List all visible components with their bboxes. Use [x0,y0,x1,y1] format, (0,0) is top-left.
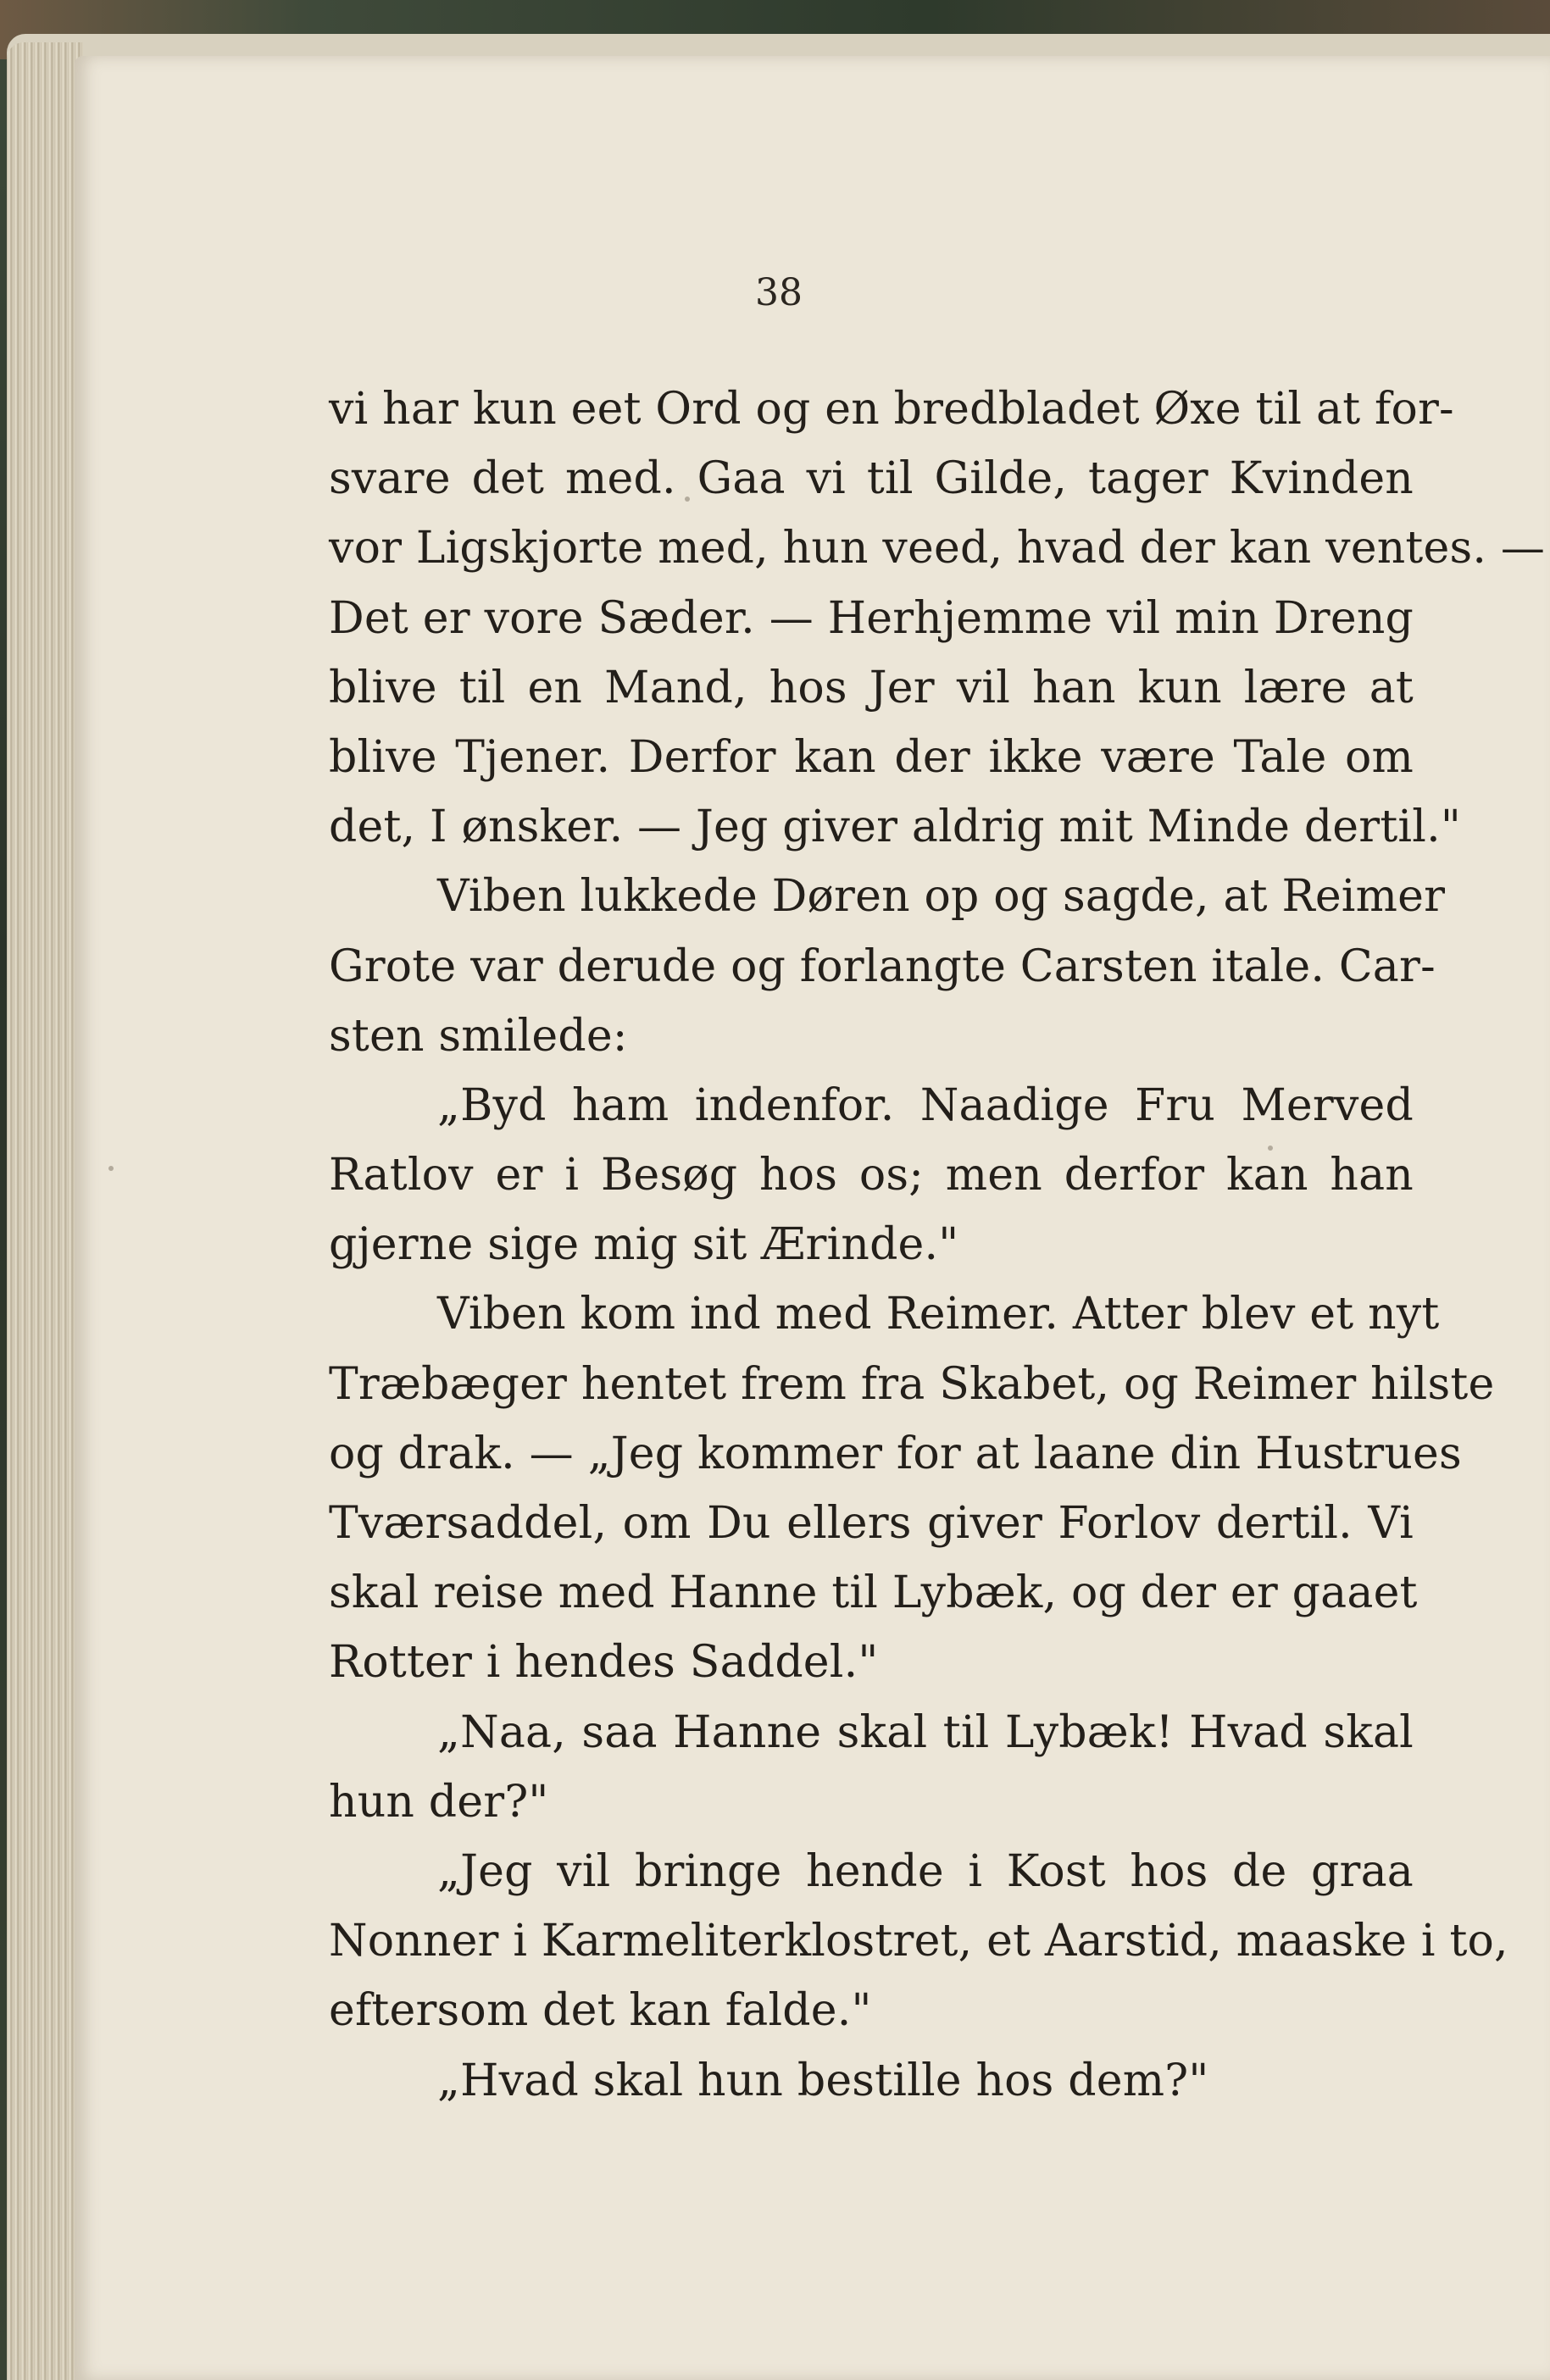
text-line: vor Ligskjorte med, hun veed, hvad der kan ventes. — [329,523,1546,574]
page-number: 38 [755,271,803,314]
text-line: skal reise med Hanne til Lybæk, og der er gaaet [329,1567,1418,1619]
text-line: blive til en Mand, hos Jer vil han kun lære at [329,662,1414,713]
text-line: „Jeg vil bringe hende i Kost hos de graa [437,1845,1414,1897]
text-line: Viben kom ind med Reimer. Atter blev et nyt [437,1289,1440,1340]
text-line: sten smilede: [329,1010,628,1062]
body-text [329,374,1546,2116]
text-line: „Naa, saa Hanne skal til Lybæk! Hvad skal [437,1706,1414,1758]
text-line: „Hvad skal hun bestille hos dem?" [437,2055,1209,2106]
page-edges [7,42,83,2380]
text-line: Viben lukkede Døren op og sagde, at Reimer [437,871,1446,923]
text-line: svare det med. Gaa vi til Gilde, tager Kvinden [329,453,1414,505]
text-line: Grote var derude og forlangte Carsten itale. Car- [329,940,1436,992]
text-line: vi har kun eet Ord og en bredbladet Øxe til at for- [329,384,1454,435]
text-line: gjerne sige mig sit Ærinde." [329,1219,959,1271]
text-line: Det er vore Sæder. — Herhjemme vil min Dreng [329,592,1414,644]
text-line: „Byd ham indenfor. Naadige Fru Merved [437,1079,1414,1131]
text-line: hun der?" [329,1776,549,1828]
text-line: blive Tjener. Derfor kan der ikke være Tale om [329,731,1414,783]
text-line: Træbæger hentet frem fra Skabet, og Reimer hilste [329,1358,1495,1410]
text-line: og drak. — „Jeg kommer for at laane din Hustrues [329,1428,1462,1479]
text-line: Tværsaddel, om Du ellers giver Forlov dertil. Vi [329,1498,1414,1549]
text-line: eftersom det kan falde." [329,1985,872,2037]
text-line: Ratlov er i Besøg hos os; men derfor kan han [329,1150,1414,1201]
text-line: det, I ønsker. — Jeg giver aldrig mit Minde dertil." [329,802,1461,853]
text-line: Nonner i Karmeliterklostret, et Aarstid, maaske i to, [329,1916,1508,1967]
text-line: Rotter i hendes Saddel." [329,1637,879,1689]
paper-speck [108,1166,114,1171]
